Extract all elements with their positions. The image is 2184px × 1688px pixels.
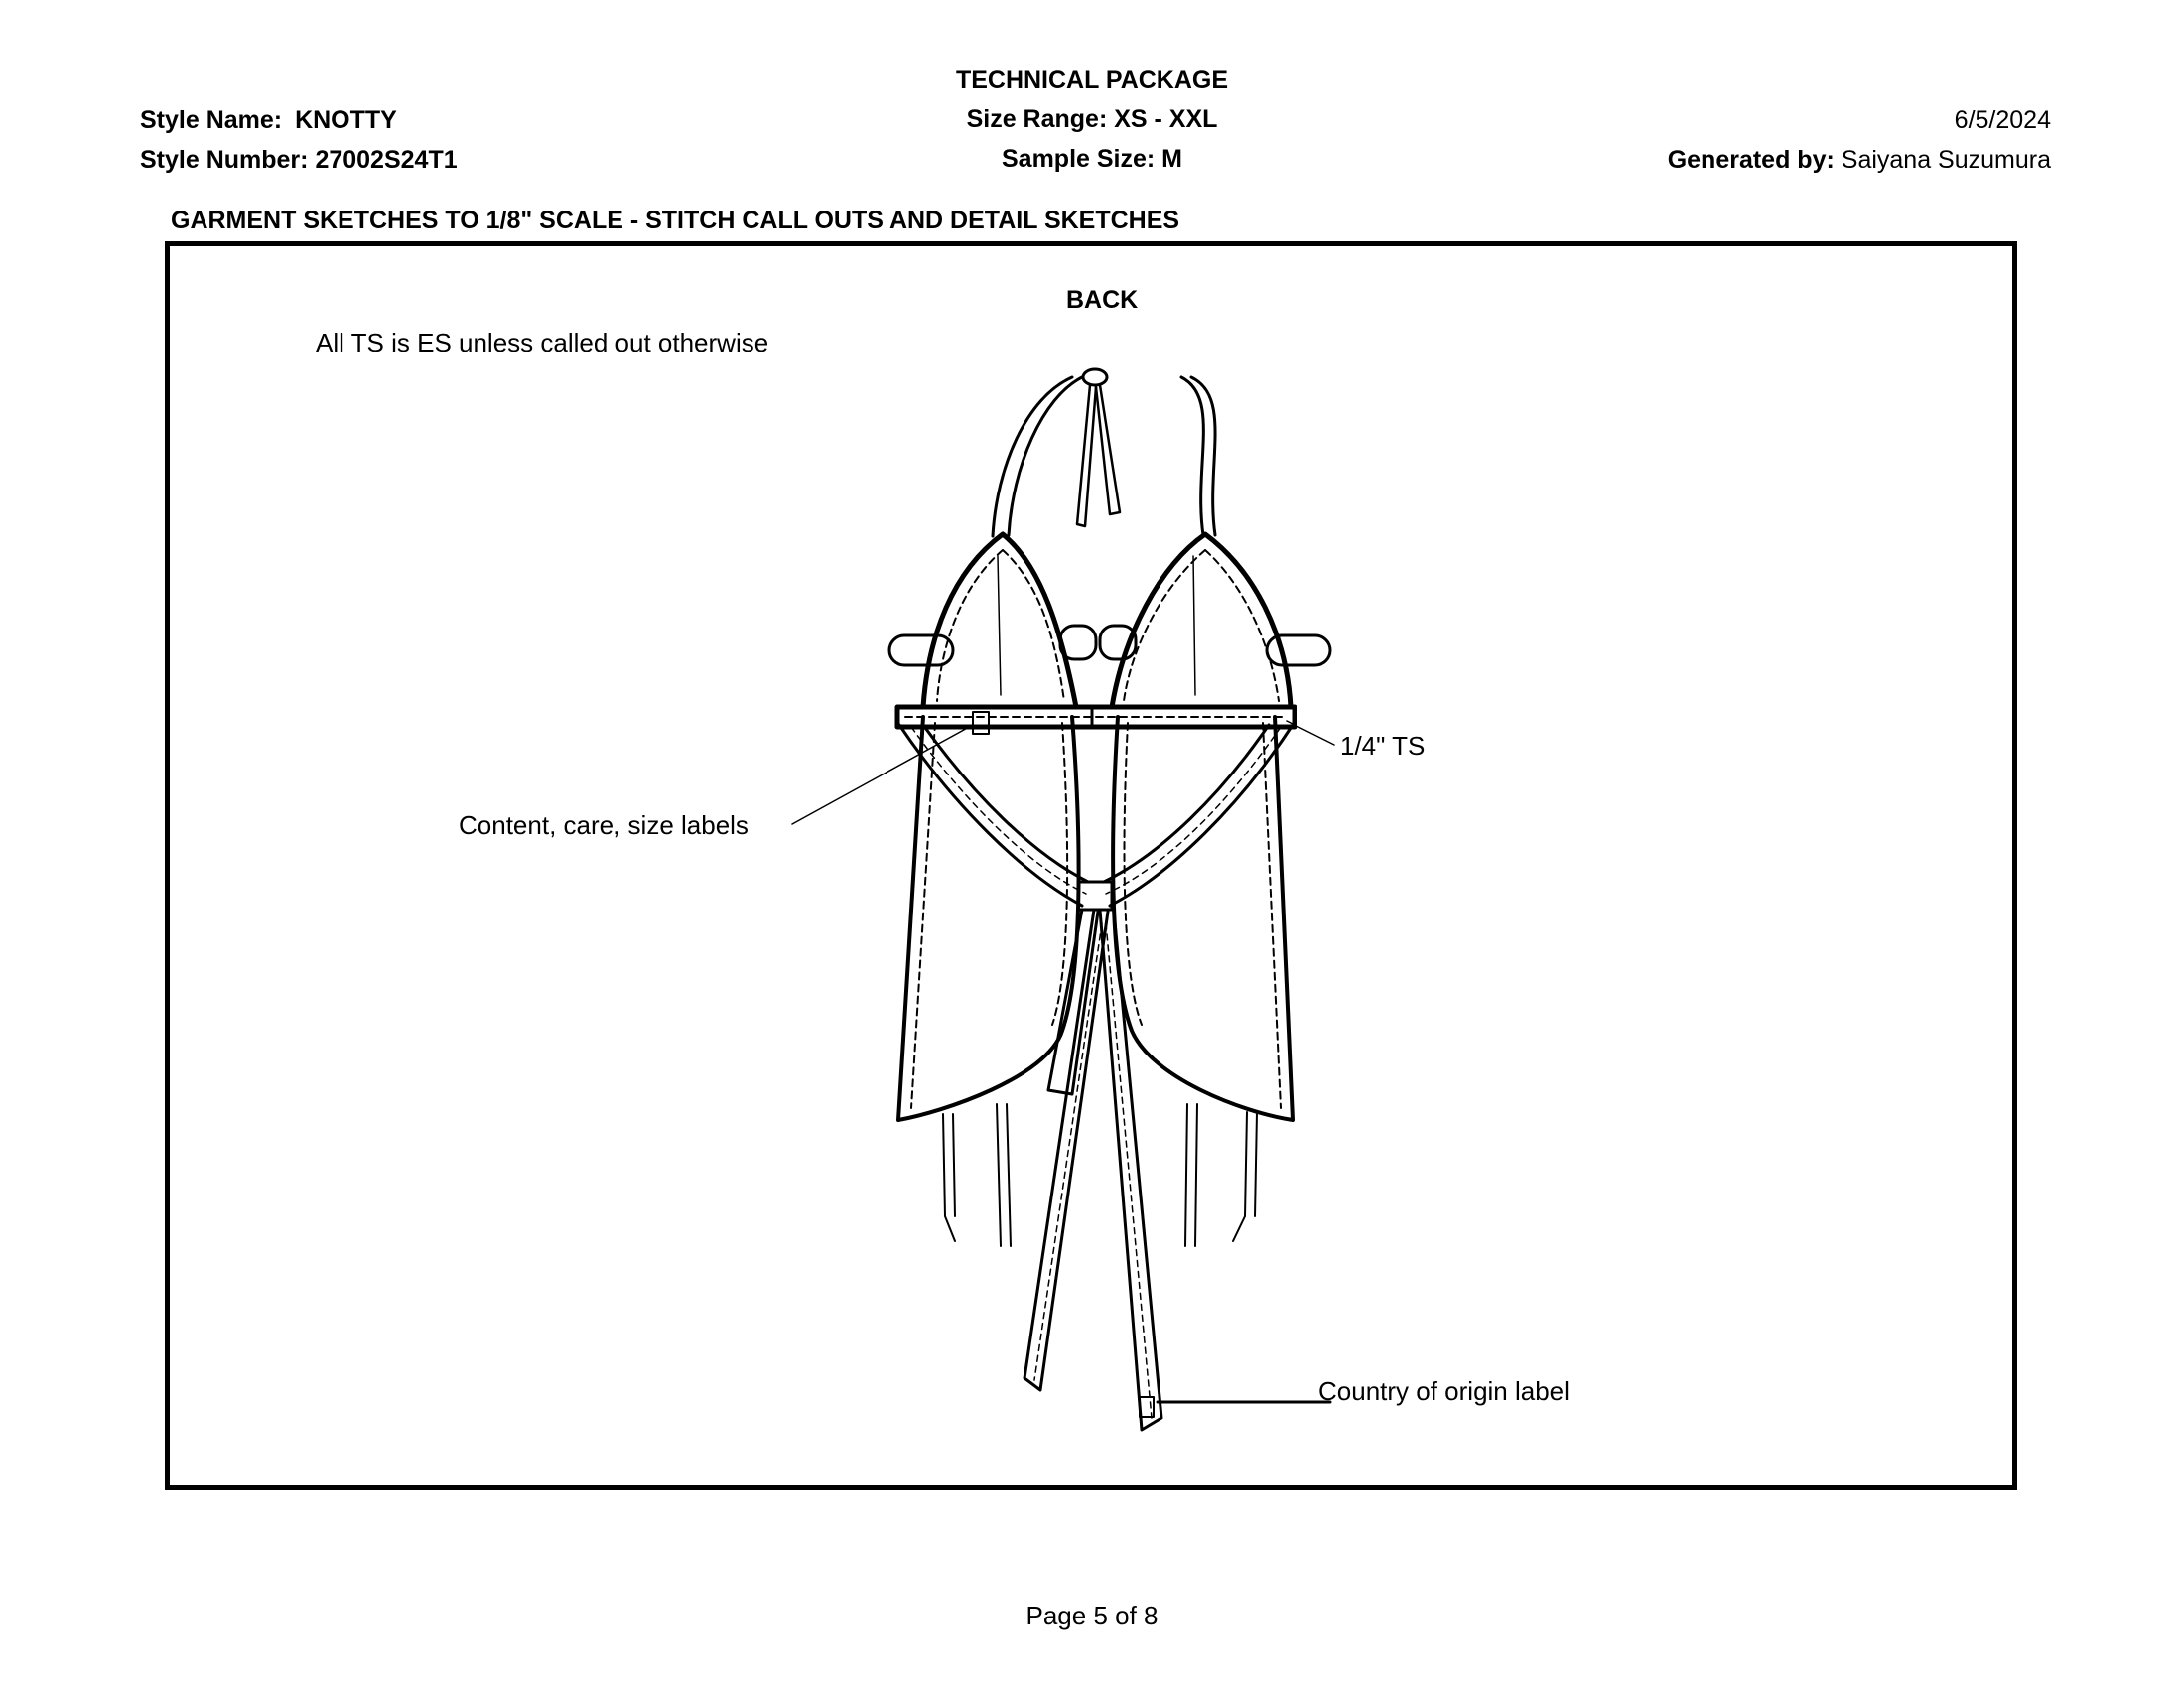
general-note: All TS is ES unless called out otherwise (316, 328, 769, 357)
style-number-value: 27002S24T1 (315, 146, 458, 174)
style-number-label: Style Number: (140, 146, 309, 174)
loop-left (889, 635, 953, 665)
page-number: Page 5 of 8 (1025, 1601, 1159, 1630)
back-panel-left (898, 717, 1079, 1120)
labels-callout: Content, care, size labels (459, 810, 749, 840)
style-name-label: Style Name: (140, 106, 283, 134)
document-title: TECHNICAL PACKAGE (955, 67, 1229, 94)
origin-callout: Country of origin label (1318, 1376, 1570, 1406)
halter-strap (993, 369, 1215, 536)
bra-cup-left (923, 534, 1076, 707)
document-date: 6/5/2024 (1954, 106, 2051, 134)
topstitch-leader-line (1287, 721, 1334, 745)
section-title: GARMENT SKETCHES TO 1/8" SCALE - STITCH CALL OUTS AND DETAIL SKETCHES (171, 207, 1180, 234)
v-straps (899, 725, 1293, 906)
generated-by-label: Generated by: (1667, 146, 1835, 174)
content-label-tag (973, 712, 989, 734)
view-label: BACK (1066, 286, 1139, 314)
style-name-value: KNOTTY (295, 106, 397, 134)
topstitch-callout: 1/4" TS (1340, 731, 1426, 761)
generated-by-value: Saiyana Suzumura (1841, 146, 2051, 174)
side-ties (943, 1104, 1257, 1246)
bra-cup-right (1112, 534, 1291, 707)
center-ties (1024, 910, 1161, 1430)
sample-size: Sample Size: M (1002, 145, 1182, 173)
labels-leader-line (792, 725, 973, 824)
back-panel-right (1113, 717, 1293, 1120)
size-range: Size Range: XS - XXL (966, 105, 1218, 133)
back-band (897, 707, 1295, 727)
